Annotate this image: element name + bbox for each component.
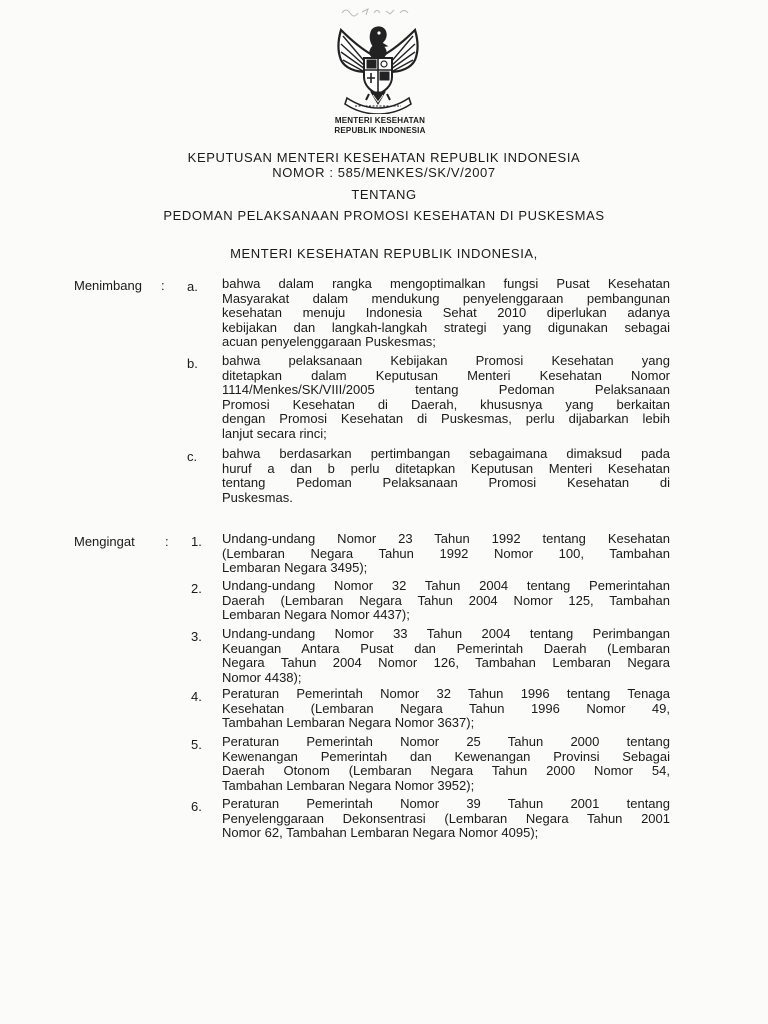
garuda-emblem-icon	[329, 22, 427, 114]
text-line: Nomor 4438);	[222, 669, 302, 685]
text-line: bahwa dalam rangka mengoptimalkan fungsi Pusat Kesehatan	[222, 276, 670, 291]
text-line: huruf a dan b perlu ditetapkan Keputusan Menteri Kesehatan	[222, 460, 670, 476]
text-line: Puskesmas.	[222, 489, 293, 505]
text-line: Tambahan Lembaran Negara Nomor 3952);	[222, 777, 475, 793]
text-line: Promosi Kesehatan di Daerah, khususnya yang berkaitan	[222, 396, 670, 412]
mengingat-marker-4: 4.	[191, 689, 202, 704]
decree-number: NOMOR : 585/MENKES/SK/V/2007	[272, 165, 496, 180]
menimbang-marker-c: c.	[187, 449, 198, 464]
menimbang-colon: :	[161, 278, 165, 293]
menimbang-item-c	[222, 447, 670, 505]
mengingat-item-4	[222, 687, 670, 731]
menimbang-marker-a: a.	[187, 279, 198, 294]
text-line: acuan penyelenggaraan Puskesmas;	[222, 334, 436, 349]
text-line: tentang Pedoman Pelaksanaan Promosi Kesehatan di	[222, 475, 670, 490]
text-line: kesehatan menuju Indonesia Sehat 2010 diperlukan adanya	[222, 305, 670, 320]
text-line: Peraturan Pemerintah Nomor 32 Tahun 1996 tentang Tenaga	[222, 686, 670, 701]
text-line: Nomor 62, Tambahan Lembaran Negara Nomor 4095);	[222, 825, 539, 840]
text-line: Kewenangan Pemerintah dan Kewenangan Provinsi Sebagai	[222, 748, 670, 764]
text-line: Peraturan Pemerintah Nomor 25 Tahun 2000 tentang	[222, 734, 670, 749]
text-line: dengan Promosi Kesehatan di Puskesmas, perlu dijabarkan lebih	[222, 411, 670, 426]
mengingat-marker-2: 2.	[191, 581, 202, 596]
mengingat-item-3	[222, 627, 670, 685]
menimbang-item-b	[222, 354, 670, 441]
issuer-heading: MENTERI KESEHATAN REPUBLIK INDONESIA,	[230, 246, 538, 261]
text-line: (Lembaran Negara Tahun 1992 Nomor 100, Tambahan	[222, 545, 670, 561]
mengingat-item-6	[222, 797, 670, 841]
text-line: bahwa pelaksanaan Kebijakan Promosi Kesehatan yang	[222, 353, 670, 368]
text-line: Daerah (Lembaran Negara Tahun 2004 Nomor 125, Tambahan	[222, 592, 670, 608]
text-line: Penyelenggaraan Dekonsentrasi (Lembaran Negara Tahun 2001	[222, 810, 670, 826]
text-line: bahwa berdasarkan pertimbangan sebagaimana dimaksud pada	[222, 446, 670, 461]
text-line: Masyarakat dalam mendukung penyelenggaraan pembangunan	[222, 290, 670, 306]
decree-subject: PEDOMAN PELAKSANAAN PROMOSI KESEHATAN DI PUSKESMAS	[163, 208, 605, 223]
text-line: Undang-undang Nomor 23 Tahun 1992 tentang Kesehatan	[222, 531, 670, 546]
text-line: ditetapkan dalam Keputusan Menteri Kesehatan Nomor	[222, 367, 670, 383]
text-line: Daerah Otonom (Lembaran Negara Tahun 2000 Nomor 54,	[222, 763, 670, 778]
text-line: Peraturan Pemerintah Nomor 39 Tahun 2001 tentang	[222, 796, 670, 811]
text-line: 1114/Menkes/SK/VIII/2005 tentang Pedoman Pelaksanaan	[222, 382, 670, 397]
issuer-country: REPUBLIK INDONESIA	[334, 126, 426, 135]
mengingat-marker-3: 3.	[191, 629, 202, 644]
mengingat-item-2	[222, 579, 670, 623]
text-line: lanjut secara rinci;	[222, 425, 327, 441]
text-line: kebijakan dan langkah-langkah strategi yang digunakan sebagai	[222, 319, 670, 335]
issuer-block	[300, 116, 460, 136]
text-line: Lembaran Negara Nomor 4437);	[222, 607, 410, 622]
mengingat-marker-1: 1.	[191, 534, 202, 549]
text-line: Tambahan Lembaran Negara Nomor 3637);	[222, 715, 475, 730]
text-line: Undang-undang Nomor 33 Tahun 2004 tentang Perimbangan	[222, 626, 670, 641]
about-heading: TENTANG	[351, 187, 417, 202]
mengingat-item-5	[222, 735, 670, 793]
text-line: Negara Tahun 2004 Nomor 126, Tambahan Lembaran Negara	[222, 655, 670, 670]
menimbang-label: Menimbang	[74, 278, 142, 293]
menimbang-item-a	[222, 277, 670, 350]
mengingat-colon: :	[165, 534, 169, 549]
decree-title: KEPUTUSAN MENTERI KESEHATAN REPUBLIK INDONESIA	[187, 150, 581, 165]
text-line: Lembaran Negara 3495);	[222, 560, 368, 575]
mengingat-marker-6: 6.	[191, 799, 202, 814]
text-line: Kesehatan (Lembaran Negara Tahun 1996 Nomor 49,	[222, 700, 670, 716]
text-line: Undang-undang Nomor 32 Tahun 2004 tentang Pemerintahan	[222, 578, 670, 593]
menimbang-marker-b: b.	[187, 356, 198, 371]
handwritten-scribble	[338, 4, 418, 18]
mengingat-label: Mengingat	[74, 534, 135, 549]
mengingat-marker-5: 5.	[191, 737, 202, 752]
text-line: Keuangan Antara Pusat dan Pemerintah Daerah (Lembaran	[222, 640, 670, 656]
issuer-title: MENTERI KESEHATAN	[334, 116, 426, 125]
mengingat-item-1	[222, 532, 670, 576]
